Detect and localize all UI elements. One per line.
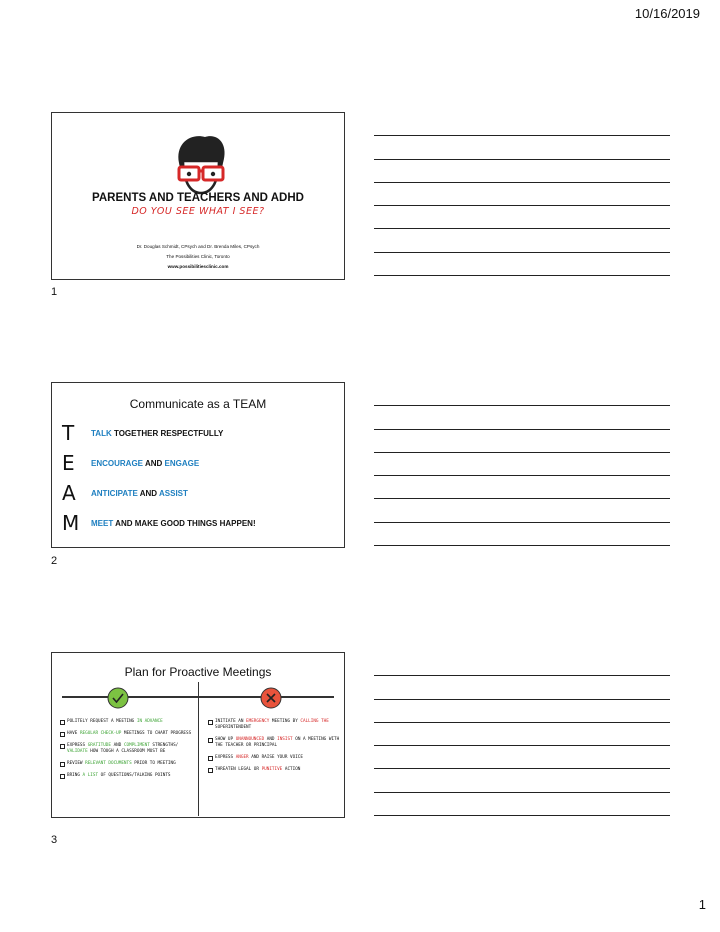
slide-3 [51, 652, 345, 818]
team-keyword: ANTICIPATE [91, 488, 138, 498]
divider [198, 682, 199, 816]
dont-item: EXPRESS ANGER AND RAISE YOUR VOICE [208, 755, 340, 761]
team-row-a [62, 481, 188, 505]
note-lines [374, 383, 670, 546]
team-text: TOGETHER RESPECTFULLY [111, 428, 224, 438]
nerd-head-with-glasses-icon [173, 133, 229, 199]
do-item: EXPRESS GRATITUDE AND COMPLIMENT STRENGTHS/ VALIDATE HOW TOUGH A CLASSROOM MUST BE [60, 743, 192, 755]
team-keyword: MEET [91, 518, 114, 528]
slide-title: Communicate as a TEAM [129, 397, 267, 411]
dont-item: SHOW UP UNANNOUNCED AND INSIST ON A MEETING WITH THE TEACHER OR PRINCIPAL [208, 737, 340, 749]
date: 10/16/2019 [634, 6, 700, 21]
slide-number: 1 [51, 286, 58, 298]
slide-title: Plan for Proactive Meetings [124, 665, 272, 679]
team-keyword-2: ENGAGE [164, 458, 200, 468]
green-check-icon [107, 687, 129, 709]
team-keyword: ENCOURAGE [91, 458, 144, 468]
team-letter: A [62, 481, 76, 505]
team-text: AND MAKE GOOD THINGS HAPPEN! [113, 518, 256, 528]
do-item: REVIEW RELEVANT DOCUMENTS PRIOR TO MEETING [60, 761, 192, 767]
slide-number: 2 [51, 555, 58, 567]
slide-1 [51, 112, 345, 280]
note-lines [374, 113, 670, 276]
team-row-t [62, 421, 223, 445]
note-lines [374, 653, 670, 816]
team-letter: E [62, 451, 75, 475]
slide-title: PARENTS AND TEACHERS AND ADHD [92, 192, 304, 204]
do-item: BRING A LIST OF QUESTIONS/TALKING POINTS [60, 773, 192, 779]
team-text: AND [137, 488, 159, 498]
dont-item: THREATEN LEGAL OR PUNITIVE ACTION [208, 767, 340, 773]
slide-number: 3 [51, 834, 58, 846]
slide-2 [51, 382, 345, 548]
do-item: POLITELY REQUEST A MEETING IN ADVANCE [60, 719, 192, 725]
website-link[interactable]: www.possibilitiesclinic.com [167, 264, 229, 269]
dont-item: INITIATE AN EMERGENCY MEETING BY CALLING THE SUPERINTENDENT [208, 719, 340, 731]
team-keyword: TALK [91, 428, 112, 438]
do-item: HAVE REGULAR CHECK-UP MEETINGS TO CHART PROGRESS [60, 731, 192, 737]
page-number: 1 [698, 897, 706, 912]
red-x-icon [260, 687, 282, 709]
clinic-name: The Possibilities Clinic, Toronto [166, 254, 230, 259]
team-letter: T [62, 421, 75, 445]
dont-list [208, 719, 340, 779]
team-row-e [62, 451, 199, 475]
team-row-m [62, 511, 256, 535]
team-letter: M [62, 511, 80, 535]
team-keyword-2: ASSIST [159, 488, 188, 498]
authors: Dr. Douglas Schmidt, CPsych and Dr. Brenda Miles, CPsych [136, 244, 260, 249]
team-text: AND [143, 458, 165, 468]
do-list [60, 719, 192, 785]
slide-subtitle: DO YOU SEE WHAT I SEE? [131, 206, 265, 217]
